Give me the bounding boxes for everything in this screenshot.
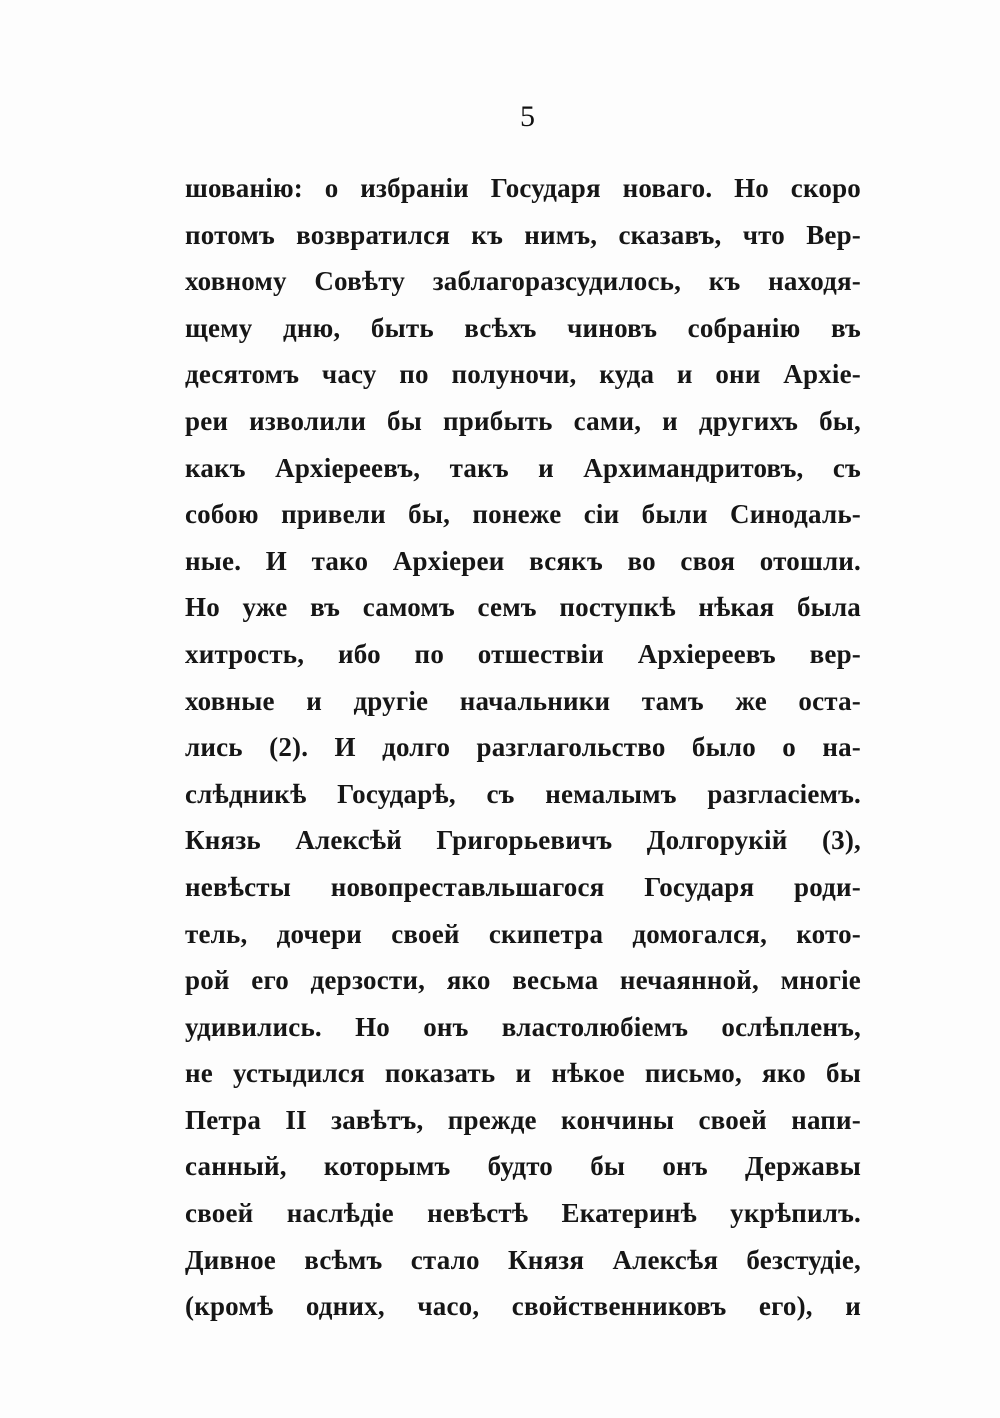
text-line: тель, дочери своей скипетра домогался, кото- (185, 918, 861, 949)
text-line: невѣсты новопреставльшагося Государя роди- (185, 871, 861, 902)
text-line: реи изволили бы прибыть сами, и другихъ бы, (185, 405, 861, 436)
text-line: ные. И тако Архіереи всякъ во своя отошли. (185, 545, 861, 576)
page-number: 5 (520, 100, 535, 133)
text-line: потомъ возвратился къ нимъ, сказавъ, что Вер- (185, 219, 861, 250)
text-line: Князь Алексѣй Григорьевичъ Долгорукій (3), (185, 825, 861, 856)
text-line: ховному Совѣту заблагоразсудилось, къ находя- (185, 266, 861, 297)
text-line: Петра II завѣтъ, прежде кончины своей напи- (185, 1104, 861, 1135)
text-line: щему дню, быть всѣхъ чиновъ собранію въ (185, 312, 861, 343)
text-line: слѣдникѣ Государѣ, съ немалымъ разгласіемъ. (185, 778, 861, 809)
text-line: десятомъ часу по полуночи, куда и они Архіе- (185, 359, 861, 390)
text-line: Но уже въ самомъ семъ поступкѣ нѣкая была (185, 592, 861, 623)
text-line: своей наслѣдіе невѣстѣ Екатеринѣ укрѣпилъ. (185, 1198, 861, 1229)
text-line: шованію: о избраніи Государя новаго. Но скоро (185, 173, 861, 203)
text-line: ховные и другіе начальники тамъ же оста- (185, 685, 861, 716)
text-line: удивились. Но онъ властолюбіемъ ослѣпленъ, (185, 1011, 861, 1042)
text-line: собою привели бы, понеже сіи были Синодаль- (185, 499, 861, 530)
text-line: санный, которымъ будто бы онъ Державы (185, 1151, 861, 1182)
text-line: какъ Архіереевъ, такъ и Архимандритовъ, съ (185, 452, 861, 483)
text-line: Дивное всѣмъ стало Князя Алексѣя безстудіе, (185, 1244, 861, 1275)
text-line: не устыдился показать и нѣкое письмо, яко бы (185, 1058, 861, 1089)
text-line: рой его дерзости, яко весьма нечаянной, многіе (185, 965, 861, 996)
text-line: (кромѣ одних, часо, свойственниковъ его), и (185, 1291, 861, 1322)
text-line: лись (2). И долго разглагольство было о на- (185, 732, 861, 763)
page-text (185, 168, 861, 1333)
text-line: хитрость, ибо по отшествіи Архіереевъ вер- (185, 638, 861, 669)
